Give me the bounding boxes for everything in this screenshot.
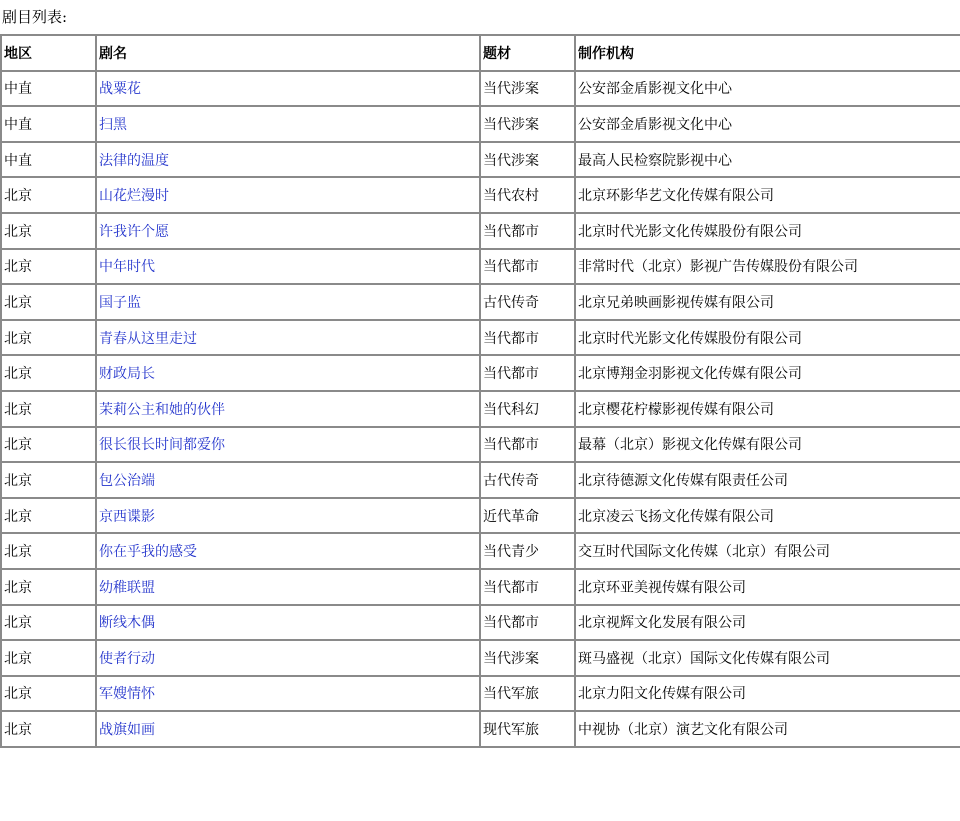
title-cell xyxy=(96,427,480,463)
title-cell xyxy=(96,249,480,285)
region-cell: 中直 xyxy=(1,71,96,107)
table-row xyxy=(1,249,960,285)
region-cell: 北京 xyxy=(1,213,96,249)
region-cell: 北京 xyxy=(1,676,96,712)
producer-cell: 公安部金盾影视文化中心 xyxy=(575,71,960,107)
title-cell xyxy=(96,569,480,605)
title-cell xyxy=(96,711,480,747)
producer-cell: 北京环影华艺文化传媒有限公司 xyxy=(575,177,960,213)
genre-cell: 当代涉案 xyxy=(480,640,575,676)
table-row xyxy=(1,391,960,427)
drama-title-link[interactable]: 法律的温度 xyxy=(99,152,169,169)
genre-cell: 古代传奇 xyxy=(480,462,575,498)
title-cell xyxy=(96,213,480,249)
region-cell: 北京 xyxy=(1,284,96,320)
table-header-row xyxy=(1,35,960,71)
region-cell: 北京 xyxy=(1,427,96,463)
table-row xyxy=(1,213,960,249)
column-header-producer: 制作机构 xyxy=(575,35,960,71)
producer-cell: 北京兄弟映画影视传媒有限公司 xyxy=(575,284,960,320)
column-header-region: 地区 xyxy=(1,35,96,71)
producer-cell: 最幕（北京）影视文化传媒有限公司 xyxy=(575,427,960,463)
region-cell: 北京 xyxy=(1,569,96,605)
table-row xyxy=(1,142,960,178)
drama-title-link[interactable]: 战旗如画 xyxy=(99,722,155,739)
drama-title-link[interactable]: 战粟花 xyxy=(99,81,141,98)
producer-cell: 最高人民检察院影视中心 xyxy=(575,142,960,178)
producer-cell: 斑马盛视（北京）国际文化传媒有限公司 xyxy=(575,640,960,676)
table-row xyxy=(1,106,960,142)
producer-cell: 北京博翔金羽影视文化传媒有限公司 xyxy=(575,355,960,391)
table-row xyxy=(1,605,960,641)
region-cell: 北京 xyxy=(1,640,96,676)
table-row xyxy=(1,427,960,463)
title-cell xyxy=(96,462,480,498)
drama-title-link[interactable]: 山花烂漫时 xyxy=(99,188,169,205)
title-cell xyxy=(96,676,480,712)
region-cell: 北京 xyxy=(1,711,96,747)
title-cell xyxy=(96,106,480,142)
drama-list-table xyxy=(0,34,960,748)
drama-title-link[interactable]: 很长很长时间都爱你 xyxy=(99,437,225,454)
table-row xyxy=(1,676,960,712)
region-cell: 中直 xyxy=(1,142,96,178)
region-cell: 中直 xyxy=(1,106,96,142)
title-cell xyxy=(96,640,480,676)
genre-cell: 当代军旅 xyxy=(480,676,575,712)
producer-cell: 交互时代国际文化传媒（北京）有限公司 xyxy=(575,533,960,569)
genre-cell: 当代都市 xyxy=(480,355,575,391)
genre-cell: 近代革命 xyxy=(480,498,575,534)
region-cell: 北京 xyxy=(1,391,96,427)
genre-cell: 当代都市 xyxy=(480,249,575,285)
region-cell: 北京 xyxy=(1,249,96,285)
genre-cell: 现代军旅 xyxy=(480,711,575,747)
title-cell xyxy=(96,320,480,356)
drama-title-link[interactable]: 扫黑 xyxy=(99,116,127,133)
drama-title-link[interactable]: 国子监 xyxy=(99,294,141,311)
table-row xyxy=(1,498,960,534)
drama-title-link[interactable]: 中年时代 xyxy=(99,259,155,276)
genre-cell: 当代涉案 xyxy=(480,71,575,107)
drama-title-link[interactable]: 你在乎我的感受 xyxy=(99,544,197,561)
producer-cell: 非常时代（北京）影视广告传媒股份有限公司 xyxy=(575,249,960,285)
title-cell xyxy=(96,355,480,391)
table-row xyxy=(1,711,960,747)
title-cell xyxy=(96,498,480,534)
region-cell: 北京 xyxy=(1,355,96,391)
table-row xyxy=(1,462,960,498)
genre-cell: 古代传奇 xyxy=(480,284,575,320)
title-cell xyxy=(96,284,480,320)
region-cell: 北京 xyxy=(1,533,96,569)
producer-cell: 中视协（北京）演艺文化有限公司 xyxy=(575,711,960,747)
genre-cell: 当代都市 xyxy=(480,605,575,641)
drama-title-link[interactable]: 茉莉公主和她的伙伴 xyxy=(99,401,225,418)
drama-title-link[interactable]: 幼稚联盟 xyxy=(99,579,155,596)
table-row xyxy=(1,177,960,213)
drama-title-link[interactable]: 京西谍影 xyxy=(99,508,155,525)
title-cell xyxy=(96,533,480,569)
producer-cell: 北京凌云飞扬文化传媒有限公司 xyxy=(575,498,960,534)
producer-cell: 北京视辉文化发展有限公司 xyxy=(575,605,960,641)
region-cell: 北京 xyxy=(1,320,96,356)
column-header-title: 剧名 xyxy=(96,35,480,71)
table-row xyxy=(1,284,960,320)
column-header-genre: 题材 xyxy=(480,35,575,71)
title-cell xyxy=(96,142,480,178)
producer-cell: 北京时代光影文化传媒股份有限公司 xyxy=(575,320,960,356)
region-cell: 北京 xyxy=(1,498,96,534)
producer-cell: 北京樱花柠檬影视传媒有限公司 xyxy=(575,391,960,427)
table-row xyxy=(1,569,960,605)
title-cell xyxy=(96,391,480,427)
genre-cell: 当代科幻 xyxy=(480,391,575,427)
region-cell: 北京 xyxy=(1,605,96,641)
producer-cell: 北京力阳文化传媒有限公司 xyxy=(575,676,960,712)
table-row xyxy=(1,533,960,569)
drama-title-link[interactable]: 断线木偶 xyxy=(99,615,155,632)
table-body xyxy=(1,71,960,747)
genre-cell: 当代都市 xyxy=(480,427,575,463)
genre-cell: 当代农村 xyxy=(480,177,575,213)
drama-title-link[interactable]: 使者行动 xyxy=(99,650,155,667)
drama-title-link[interactable]: 包公治端 xyxy=(99,472,155,489)
genre-cell: 当代都市 xyxy=(480,569,575,605)
genre-cell: 当代涉案 xyxy=(480,142,575,178)
title-cell xyxy=(96,71,480,107)
drama-title-link[interactable]: 财政局长 xyxy=(99,366,155,383)
table-row xyxy=(1,71,960,107)
region-cell: 北京 xyxy=(1,177,96,213)
genre-cell: 当代都市 xyxy=(480,320,575,356)
table-row xyxy=(1,640,960,676)
title-cell xyxy=(96,605,480,641)
producer-cell: 北京时代光影文化传媒股份有限公司 xyxy=(575,213,960,249)
table-row xyxy=(1,355,960,391)
table-row xyxy=(1,320,960,356)
drama-title-link[interactable]: 许我许个愿 xyxy=(99,223,169,240)
title-cell xyxy=(96,177,480,213)
page-title: 剧目列表: xyxy=(2,8,68,26)
producer-cell: 公安部金盾影视文化中心 xyxy=(575,106,960,142)
genre-cell: 当代青少 xyxy=(480,533,575,569)
drama-title-link[interactable]: 青春从这里走过 xyxy=(99,330,197,347)
genre-cell: 当代涉案 xyxy=(480,106,575,142)
genre-cell: 当代都市 xyxy=(480,213,575,249)
producer-cell: 北京环亚美视传媒有限公司 xyxy=(575,569,960,605)
producer-cell: 北京待德源文化传媒有限责任公司 xyxy=(575,462,960,498)
drama-title-link[interactable]: 军嫂情怀 xyxy=(99,686,155,703)
region-cell: 北京 xyxy=(1,462,96,498)
